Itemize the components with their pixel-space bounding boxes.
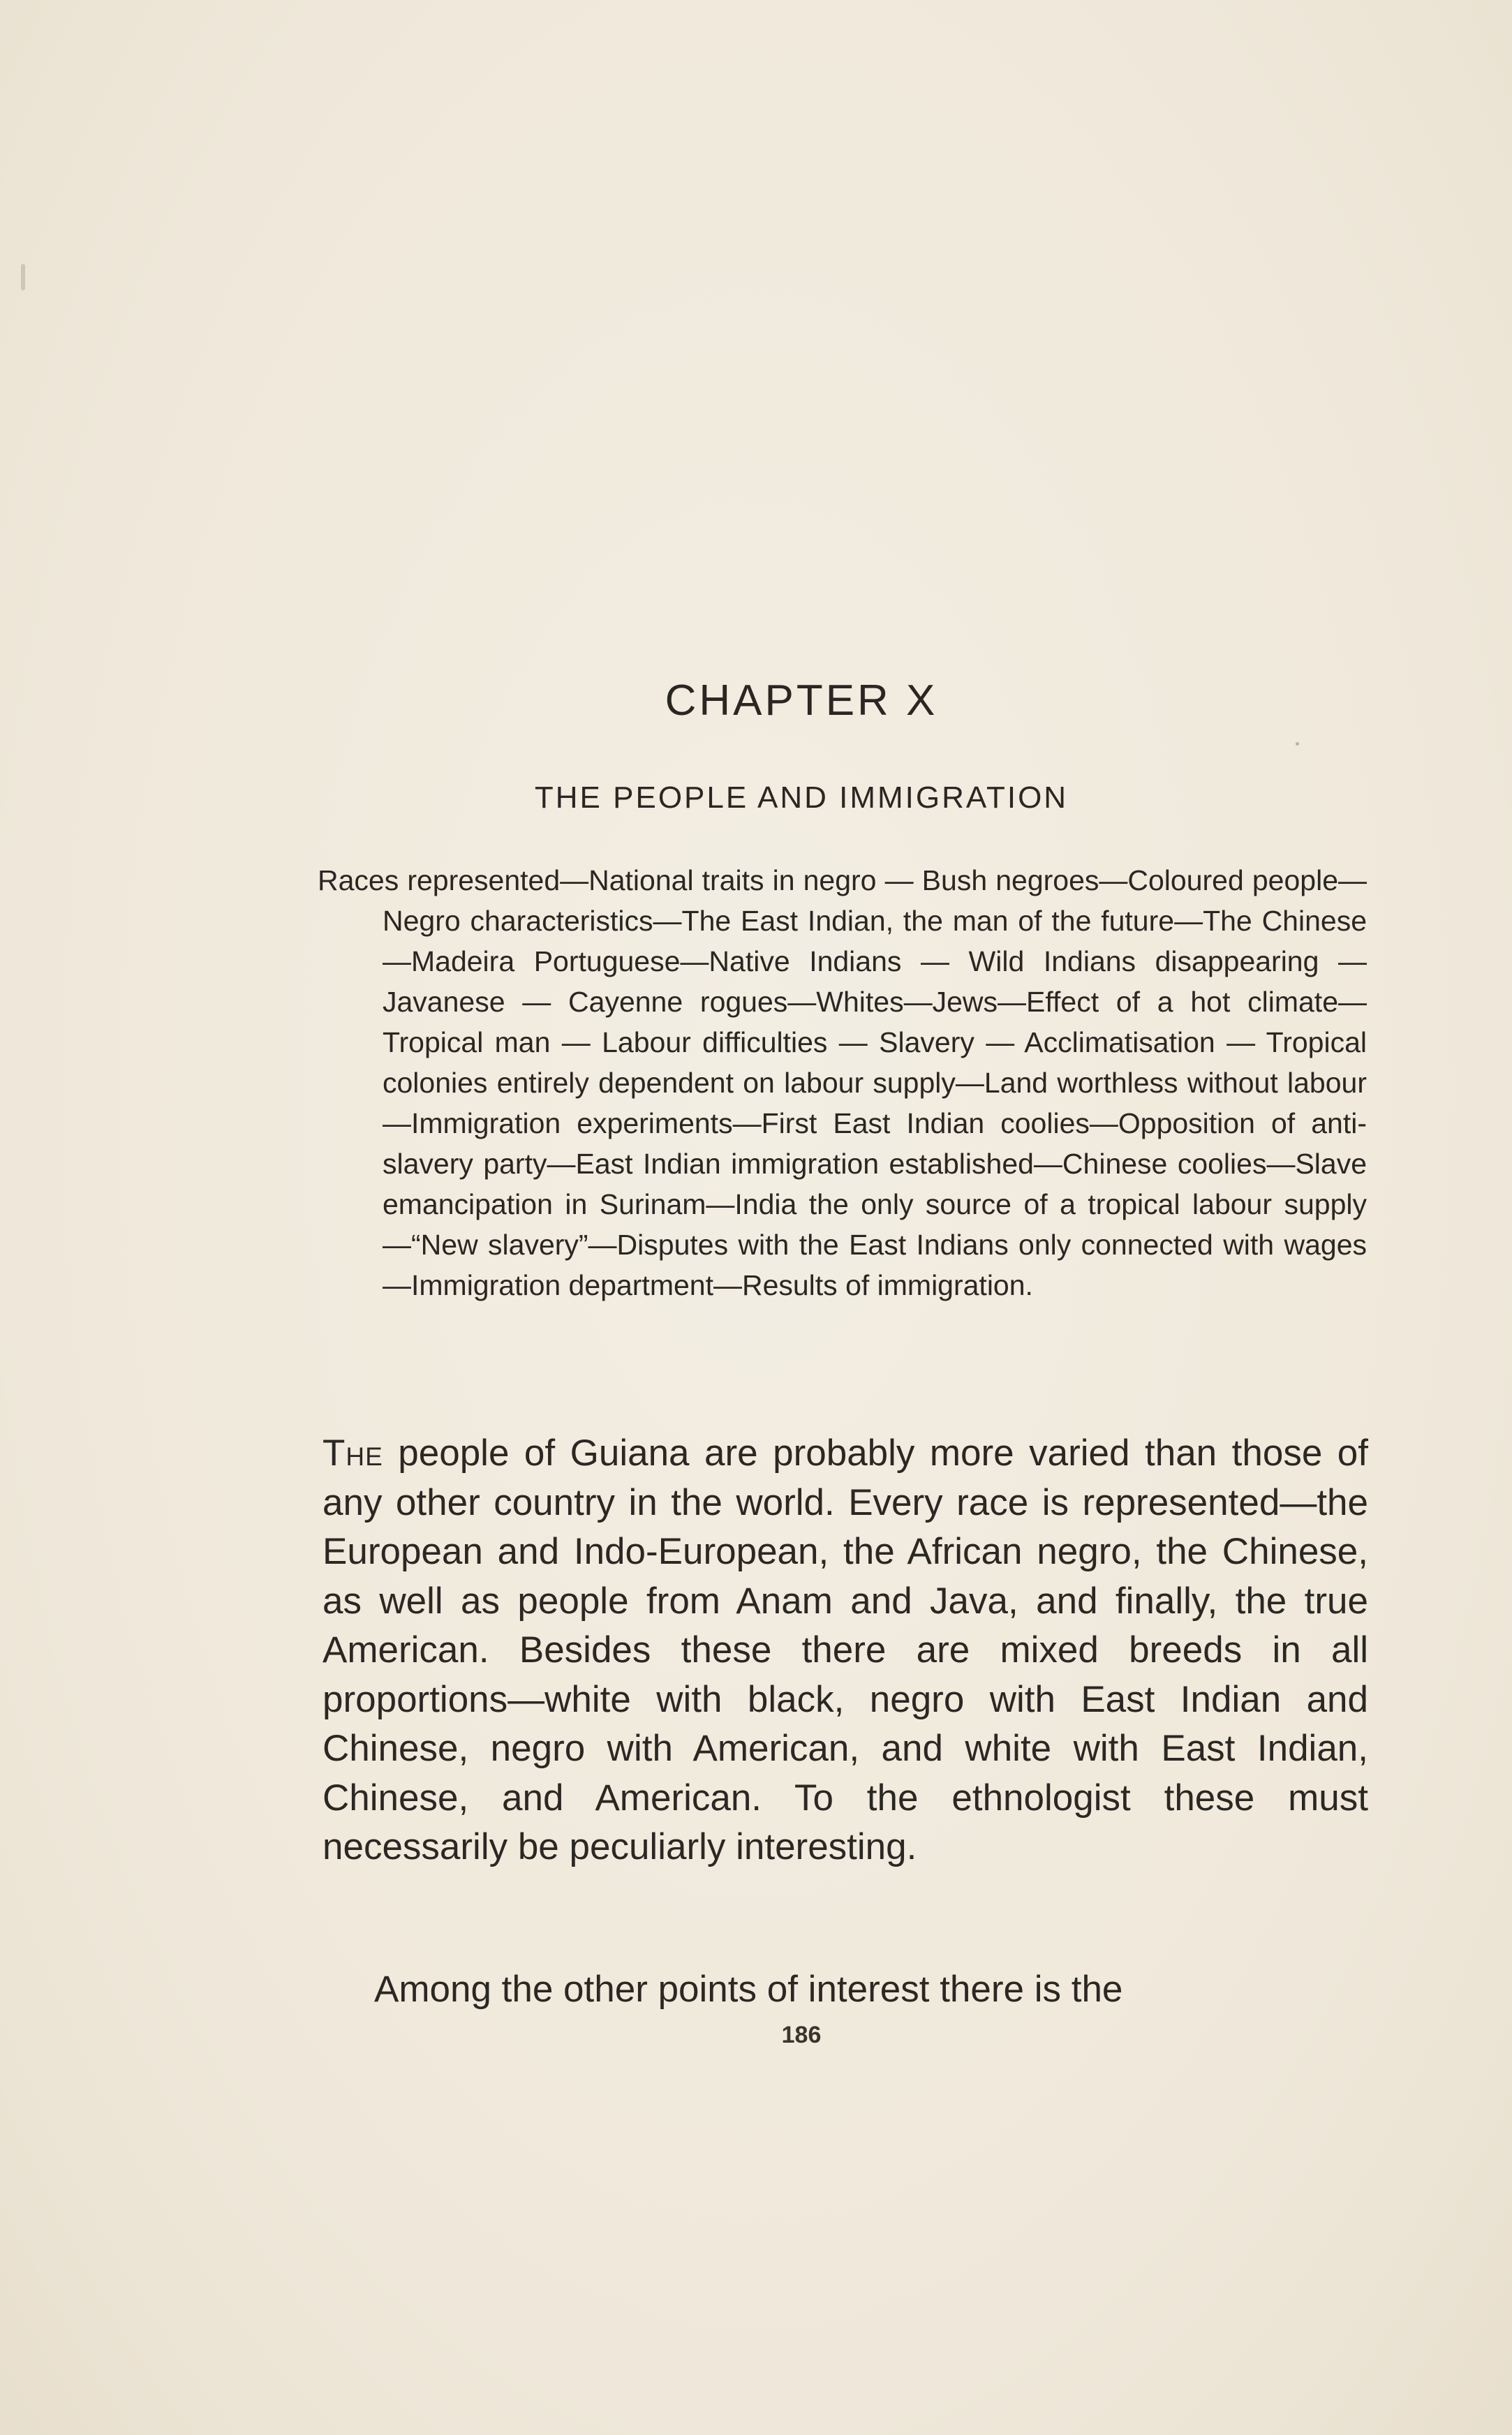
page-number: 186 <box>781 2022 822 2048</box>
paragraph-lead-word: The <box>323 1433 383 1474</box>
chapter-number: CHAPTER X <box>665 676 938 725</box>
paragraph-text: people of Guiana are probably more varied than those of any other country in the world. Every race is represented—the European and Indo-European, the African negro, the Chinese, as well as people from Anam and Java, and finally, the true American. Besides these there are mixed breeds in all proportions—white with black, negro with East Indian and Chinese, negro with American, and white with East Indian, Chinese, and American. To the ethnologist these must necessarily be peculiarly interesting. <box>323 1433 1368 1867</box>
paper-speck <box>21 264 25 290</box>
chapter-title: THE PEOPLE AND IMMIGRATION <box>534 780 1069 815</box>
body-paragraph-1 <box>323 1429 1368 1872</box>
chapter-synopsis: Races represented—National traits in negro — Bush negroes—Coloured people—Negro characteristics—The East Indian, the man of the future—The Chinese—Madeira Portuguese—Native Indians — Wild Indians disappearing — Javanese — Cayenne rogues—Whites—Jews—Effect of a hot climate—Tropical man — Labour difficulties — Slavery — Acclimatisation — Tropical colonies entirely dependent on labour supply—Land worthless without labour—Immigration experiments—First East Indian coolies—Opposition of anti-slavery party—East Indian immigration established—Chinese coolies—Slave emancipation in Surinam—India the only source of a tropical labour supply—“New slavery”—Disputes with the East Indians only connected with wages—Immigration department—Results of immigration. <box>318 864 1367 1301</box>
body-paragraph-2: Among the other points of interest there is the <box>374 1969 1123 2010</box>
paper-speck <box>1296 742 1299 746</box>
